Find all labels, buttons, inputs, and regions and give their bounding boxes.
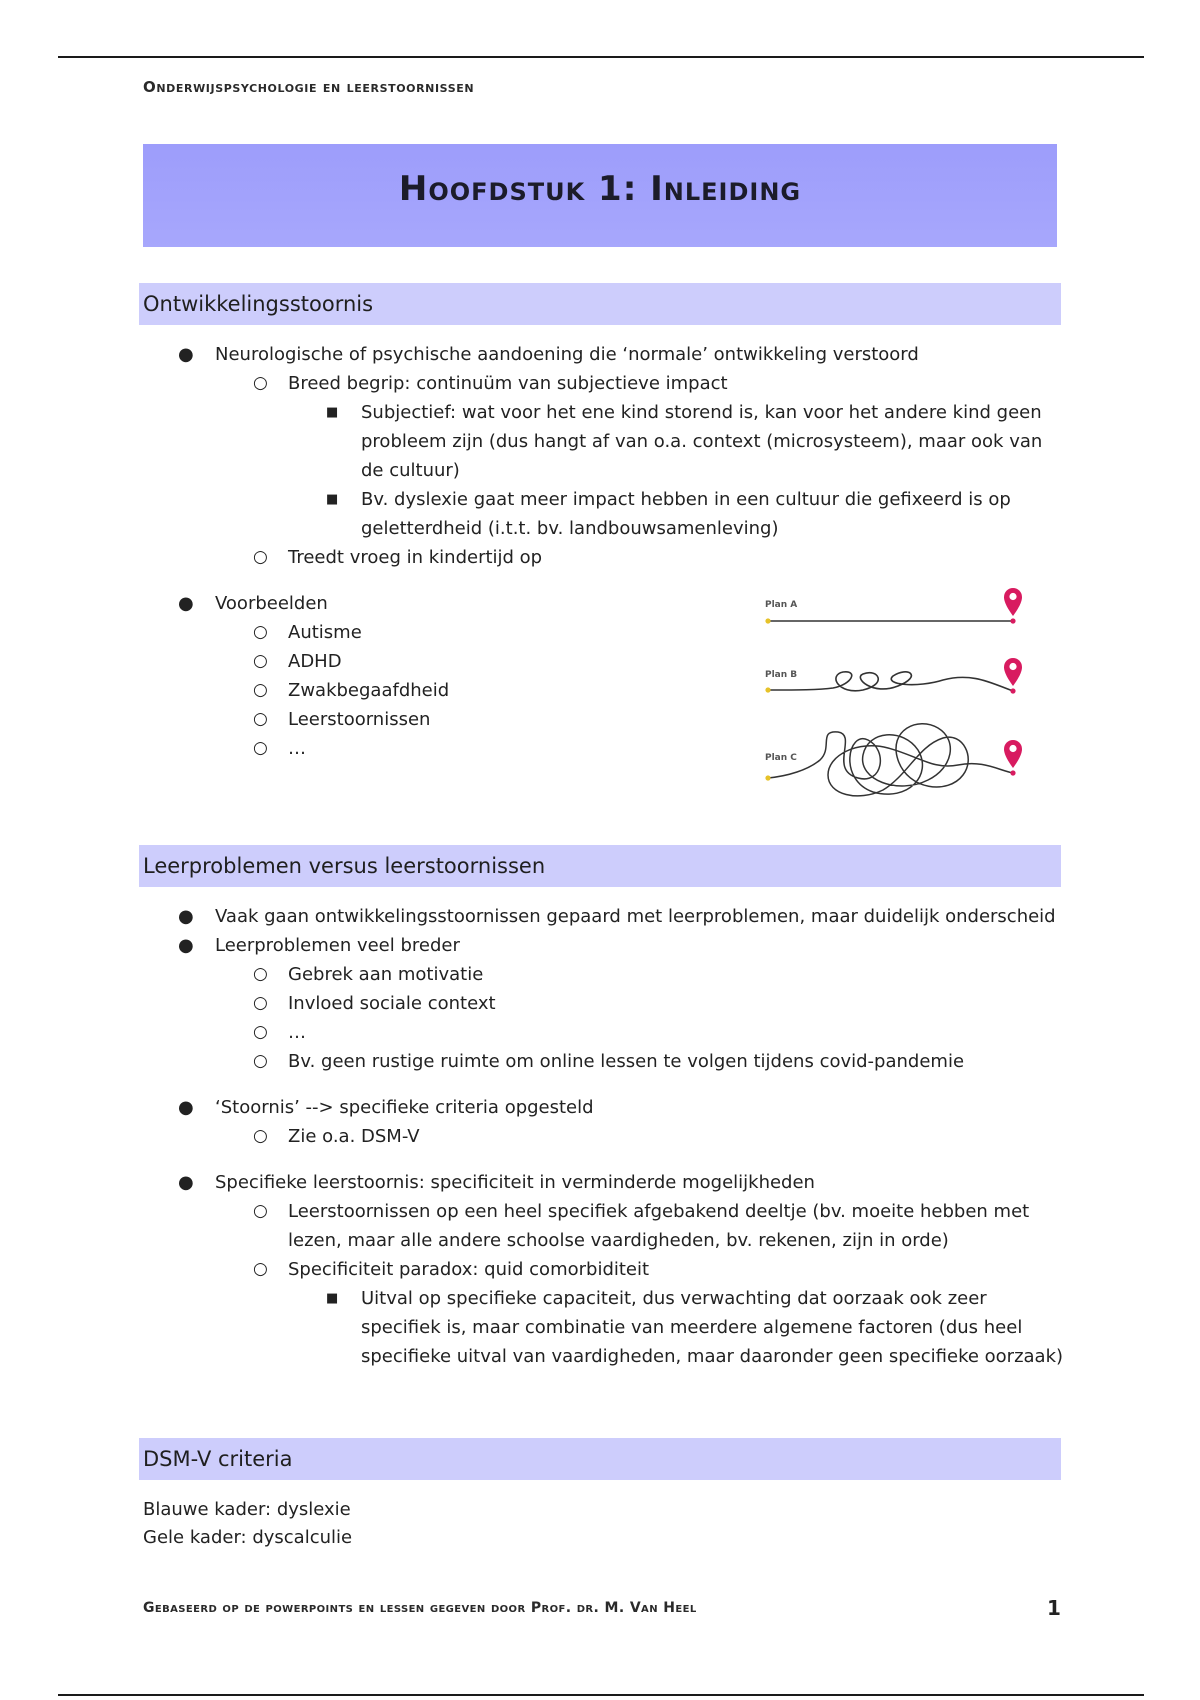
footer-credit: Gebaseerd op de powerpoints en lessen gegeven door Prof. dr. M. Van Heel bbox=[143, 1600, 697, 1616]
location-pin-icon bbox=[1004, 740, 1022, 768]
bullet-circle-icon: ○ bbox=[253, 993, 268, 1013]
list-item: ○ Leerstoornissen bbox=[0, 705, 1100, 734]
bullet-dot-icon: ● bbox=[178, 344, 194, 365]
list-item: ● Leerproblemen veel breder bbox=[0, 931, 1100, 960]
section-heading-leerproblemen bbox=[139, 845, 1061, 887]
bullet-circle-icon: ○ bbox=[253, 373, 268, 393]
start-dot-icon bbox=[765, 687, 770, 692]
bullet-circle-icon: ○ bbox=[253, 680, 268, 700]
page-number: 1 bbox=[1047, 1596, 1061, 1620]
start-dot-icon bbox=[765, 775, 770, 780]
list-item: ○ … bbox=[0, 1018, 1100, 1047]
list-item: ● Specifieke leerstoornis: specificiteit in verminderde mogelijkheden bbox=[0, 1168, 1100, 1197]
list-item: ○ Leerstoornissen op een heel specifiek afgebakend deeltje (bv. moeite hebben met lezen, maar alle andere schoolse vaardigheden, bv. rekenen, zijn in orde) bbox=[0, 1197, 1060, 1255]
list-item: ● ‘Stoornis’ --> specifieke criteria opgesteld bbox=[0, 1093, 1100, 1122]
location-pin-icon bbox=[1004, 658, 1022, 686]
bullet-square-icon: ■ bbox=[326, 1291, 339, 1306]
section2-body bbox=[0, 902, 1100, 1371]
bullet-square-icon: ■ bbox=[326, 405, 339, 420]
plan-c-label: Plan C bbox=[765, 753, 797, 763]
list-item: ○ Specificiteit paradox: quid comorbiditeit bbox=[0, 1255, 1100, 1284]
bullet-square-icon: ■ bbox=[326, 492, 339, 507]
plan-abc-svg bbox=[758, 580, 1038, 820]
list-item: ○ Autisme bbox=[0, 618, 1100, 647]
plan-abc-illustration bbox=[758, 580, 1038, 820]
list-item: ● Vaak gaan ontwikkelingsstoornissen gepaard met leerproblemen, maar duidelijk onderscheid bbox=[0, 902, 1100, 931]
bullet-circle-icon: ○ bbox=[253, 547, 268, 567]
end-dot-icon bbox=[1010, 688, 1015, 693]
list-item: ■ Subjectief: wat voor het ene kind storend is, kan voor het andere kind geen probleem zijn (dus hangt af van o.a. context (microsysteem), maar ook van de cultuur) bbox=[0, 398, 1060, 485]
plan-b-line bbox=[768, 672, 1013, 691]
list-item: ○ Zie o.a. DSM-V bbox=[0, 1122, 1100, 1151]
bullet-circle-icon: ○ bbox=[253, 709, 268, 729]
section-heading-ontwikkelingsstoornis bbox=[139, 283, 1061, 325]
section-title: Ontwikkelingsstoornis bbox=[143, 292, 374, 316]
bullet-circle-icon: ○ bbox=[253, 1051, 268, 1071]
running-header: Onderwijspsychologie en leerstoornissen bbox=[143, 78, 475, 96]
bullet-circle-icon: ○ bbox=[253, 622, 268, 642]
section-heading-dsm-v bbox=[139, 1438, 1061, 1480]
list-item: ■ Uitval op specifieke capaciteit, dus verwachting dat oorzaak ook zeer specifiek is, maar combinatie van meerdere algemene factoren (dus heel specifieke uitval van vaardigheden, maar daaronder geen specifieke oorzaak) bbox=[0, 1284, 1065, 1371]
list-item: ● Voorbeelden bbox=[0, 589, 1100, 618]
bullet-dot-icon: ● bbox=[178, 593, 194, 614]
bullet-circle-icon: ○ bbox=[253, 1259, 268, 1279]
dsm-legend-blue: Blauwe kader: dyslexie bbox=[143, 1499, 351, 1520]
bullet-circle-icon: ○ bbox=[253, 964, 268, 984]
bullet-dot-icon: ● bbox=[178, 935, 194, 956]
bullet-circle-icon: ○ bbox=[253, 651, 268, 671]
location-pin-icon bbox=[1004, 588, 1022, 616]
end-dot-icon bbox=[1010, 618, 1015, 623]
end-dot-icon bbox=[1010, 770, 1015, 775]
list-item: ○ Zwakbegaafdheid bbox=[0, 676, 1100, 705]
plan-b-label: Plan B bbox=[765, 670, 798, 680]
dsm-legend-yellow: Gele kader: dyscalculie bbox=[143, 1527, 353, 1548]
chapter-title: Hoofdstuk 1: Inleiding bbox=[398, 168, 802, 209]
bullet-circle-icon: ○ bbox=[253, 738, 268, 758]
list-item: ○ Treedt vroeg in kindertijd op bbox=[0, 543, 1100, 572]
list-item: ○ Invloed sociale context bbox=[0, 989, 1100, 1018]
bullet-dot-icon: ● bbox=[178, 1097, 194, 1118]
list-item: ○ ADHD bbox=[0, 647, 1100, 676]
list-item: ■ Bv. dyslexie gaat meer impact hebben in een cultuur die gefixeerd is op geletterdheid (i.t.t. bv. landbouwsamenleving) bbox=[0, 485, 1060, 543]
list-item: ○ Bv. geen rustige ruimte om online lessen te volgen tijdens covid-pandemie bbox=[0, 1047, 1100, 1076]
start-dot-icon bbox=[765, 618, 770, 623]
list-item: ○ … bbox=[0, 734, 1100, 763]
plan-c-line bbox=[768, 724, 1013, 796]
bullet-dot-icon: ● bbox=[178, 1172, 194, 1193]
list-item: ○ Breed begrip: continuüm van subjectieve impact bbox=[0, 369, 1100, 398]
list-item: ○ Gebrek aan motivatie bbox=[0, 960, 1100, 989]
bullet-circle-icon: ○ bbox=[253, 1022, 268, 1042]
bullet-circle-icon: ○ bbox=[253, 1201, 268, 1221]
section-title: Leerproblemen versus leerstoornissen bbox=[143, 854, 546, 878]
list-item: ● Neurologische of psychische aandoening die ‘normale’ ontwikkeling verstoord bbox=[0, 340, 1100, 369]
top-rule bbox=[58, 56, 1144, 58]
plan-a-label: Plan A bbox=[765, 600, 798, 610]
bullet-circle-icon: ○ bbox=[253, 1126, 268, 1146]
bottom-rule bbox=[58, 1694, 1144, 1696]
bullet-dot-icon: ● bbox=[178, 906, 194, 927]
chapter-banner bbox=[143, 144, 1057, 247]
section-title: DSM-V criteria bbox=[143, 1447, 293, 1471]
